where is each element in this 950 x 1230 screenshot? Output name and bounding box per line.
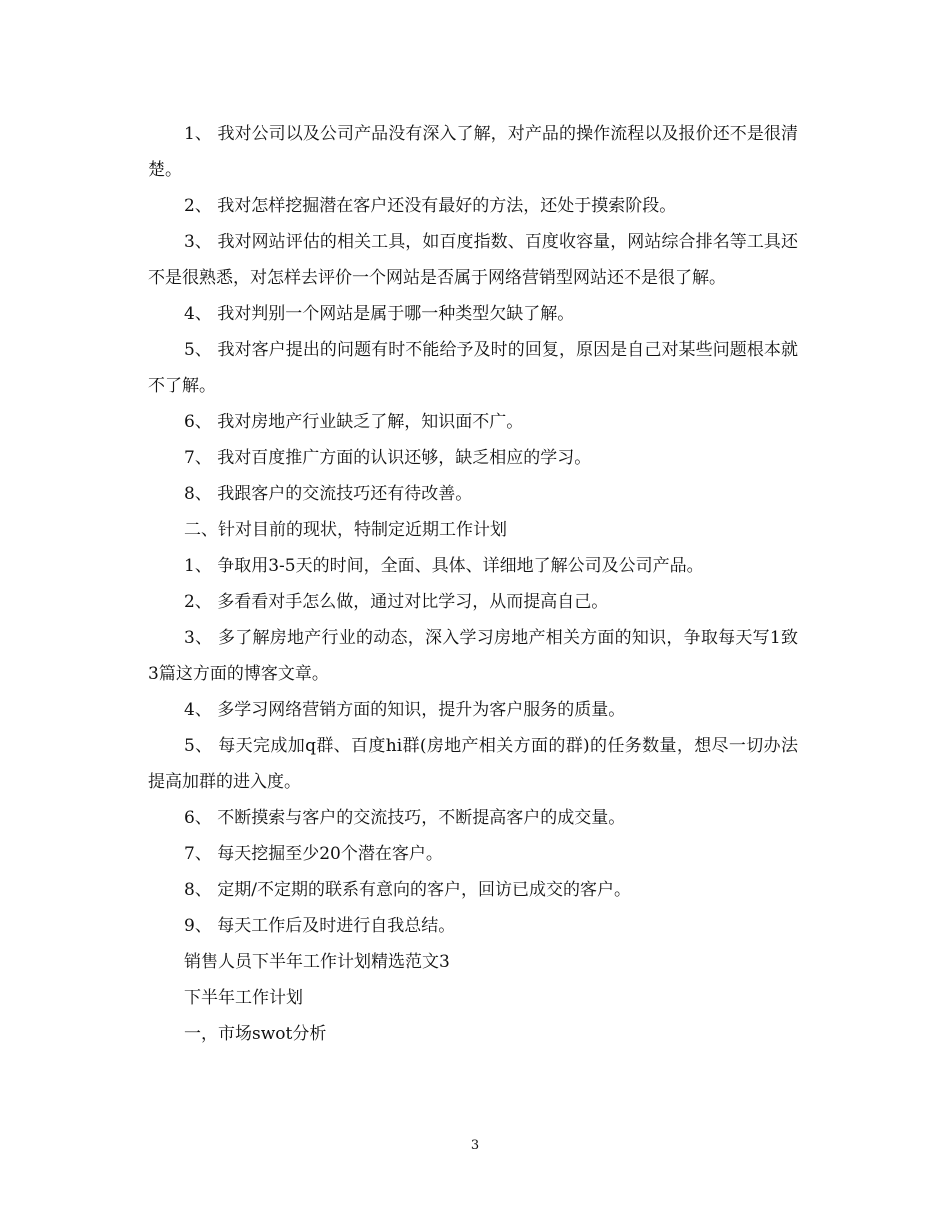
paragraph: 9、 每天工作后及时进行自我总结。 <box>184 916 456 936</box>
paragraph: 4、 多学习网络营销方面的知识，提升为客户服务的质量。 <box>184 700 626 720</box>
paragraph: 7、 每天挖掘至少20个潜在客户。 <box>184 844 443 864</box>
paragraph: 1、 争取用3-5天的时间，全面、具体、详细地了解公司及公司产品。 <box>184 556 704 576</box>
paragraph: 7、 我对百度推广方面的认识还够，缺乏相应的学习。 <box>184 448 592 468</box>
paragraph: 8、 我跟客户的交流技巧还有待改善。 <box>184 484 473 504</box>
paragraph: 2、 我对怎样挖掘潜在客户还没有最好的方法，还处于摸索阶段。 <box>184 196 677 216</box>
document-title: 销售人员下半年工作计划精选范文3 <box>184 952 450 972</box>
section-heading: 下半年工作计划 <box>184 988 303 1008</box>
paragraph: 3、 多了解房地产行业的动态，深入学习房地产相关方面的知识，争取每天写1致3篇这方面的博客文章。 <box>148 628 798 684</box>
paragraph: 6、 我对房地产行业缺乏了解，知识面不广。 <box>184 412 524 432</box>
paragraph: 8、 定期/不定期的联系有意向的客户，回访已成交的客户。 <box>184 880 631 900</box>
paragraph: 4、 我对判别一个网站是属于哪一种类型欠缺了解。 <box>184 304 575 324</box>
paragraph: 1、 我对公司以及公司产品没有深入了解，对产品的操作流程以及报价还不是很清楚。 <box>148 124 798 180</box>
paragraph: 5、 每天完成加q群、百度hi群(房地产相关方面的群)的任务数量，想尽一切办法提高加群的进入度。 <box>148 736 798 792</box>
paragraph: 2、 多看看对手怎么做，通过对比学习，从而提高自己。 <box>184 592 609 612</box>
document-body <box>148 116 798 1052</box>
page-number: 3 <box>470 1138 480 1153</box>
paragraph: 5、 我对客户提出的问题有时不能给予及时的回复，原因是自己对某些问题根本就不了解。 <box>148 340 798 396</box>
section-heading: 一，市场swot分析 <box>184 1024 327 1044</box>
section-heading: 二、针对目前的现状，特制定近期工作计划 <box>184 520 507 540</box>
paragraph: 3、 我对网站评估的相关工具，如百度指数、百度收容量，网站综合排名等工具还不是很熟悉，对怎样去评价一个网站是否属于网络营销型网站还不是很了解。 <box>148 232 798 288</box>
paragraph: 6、 不断摸索与客户的交流技巧，不断提高客户的成交量。 <box>184 808 626 828</box>
